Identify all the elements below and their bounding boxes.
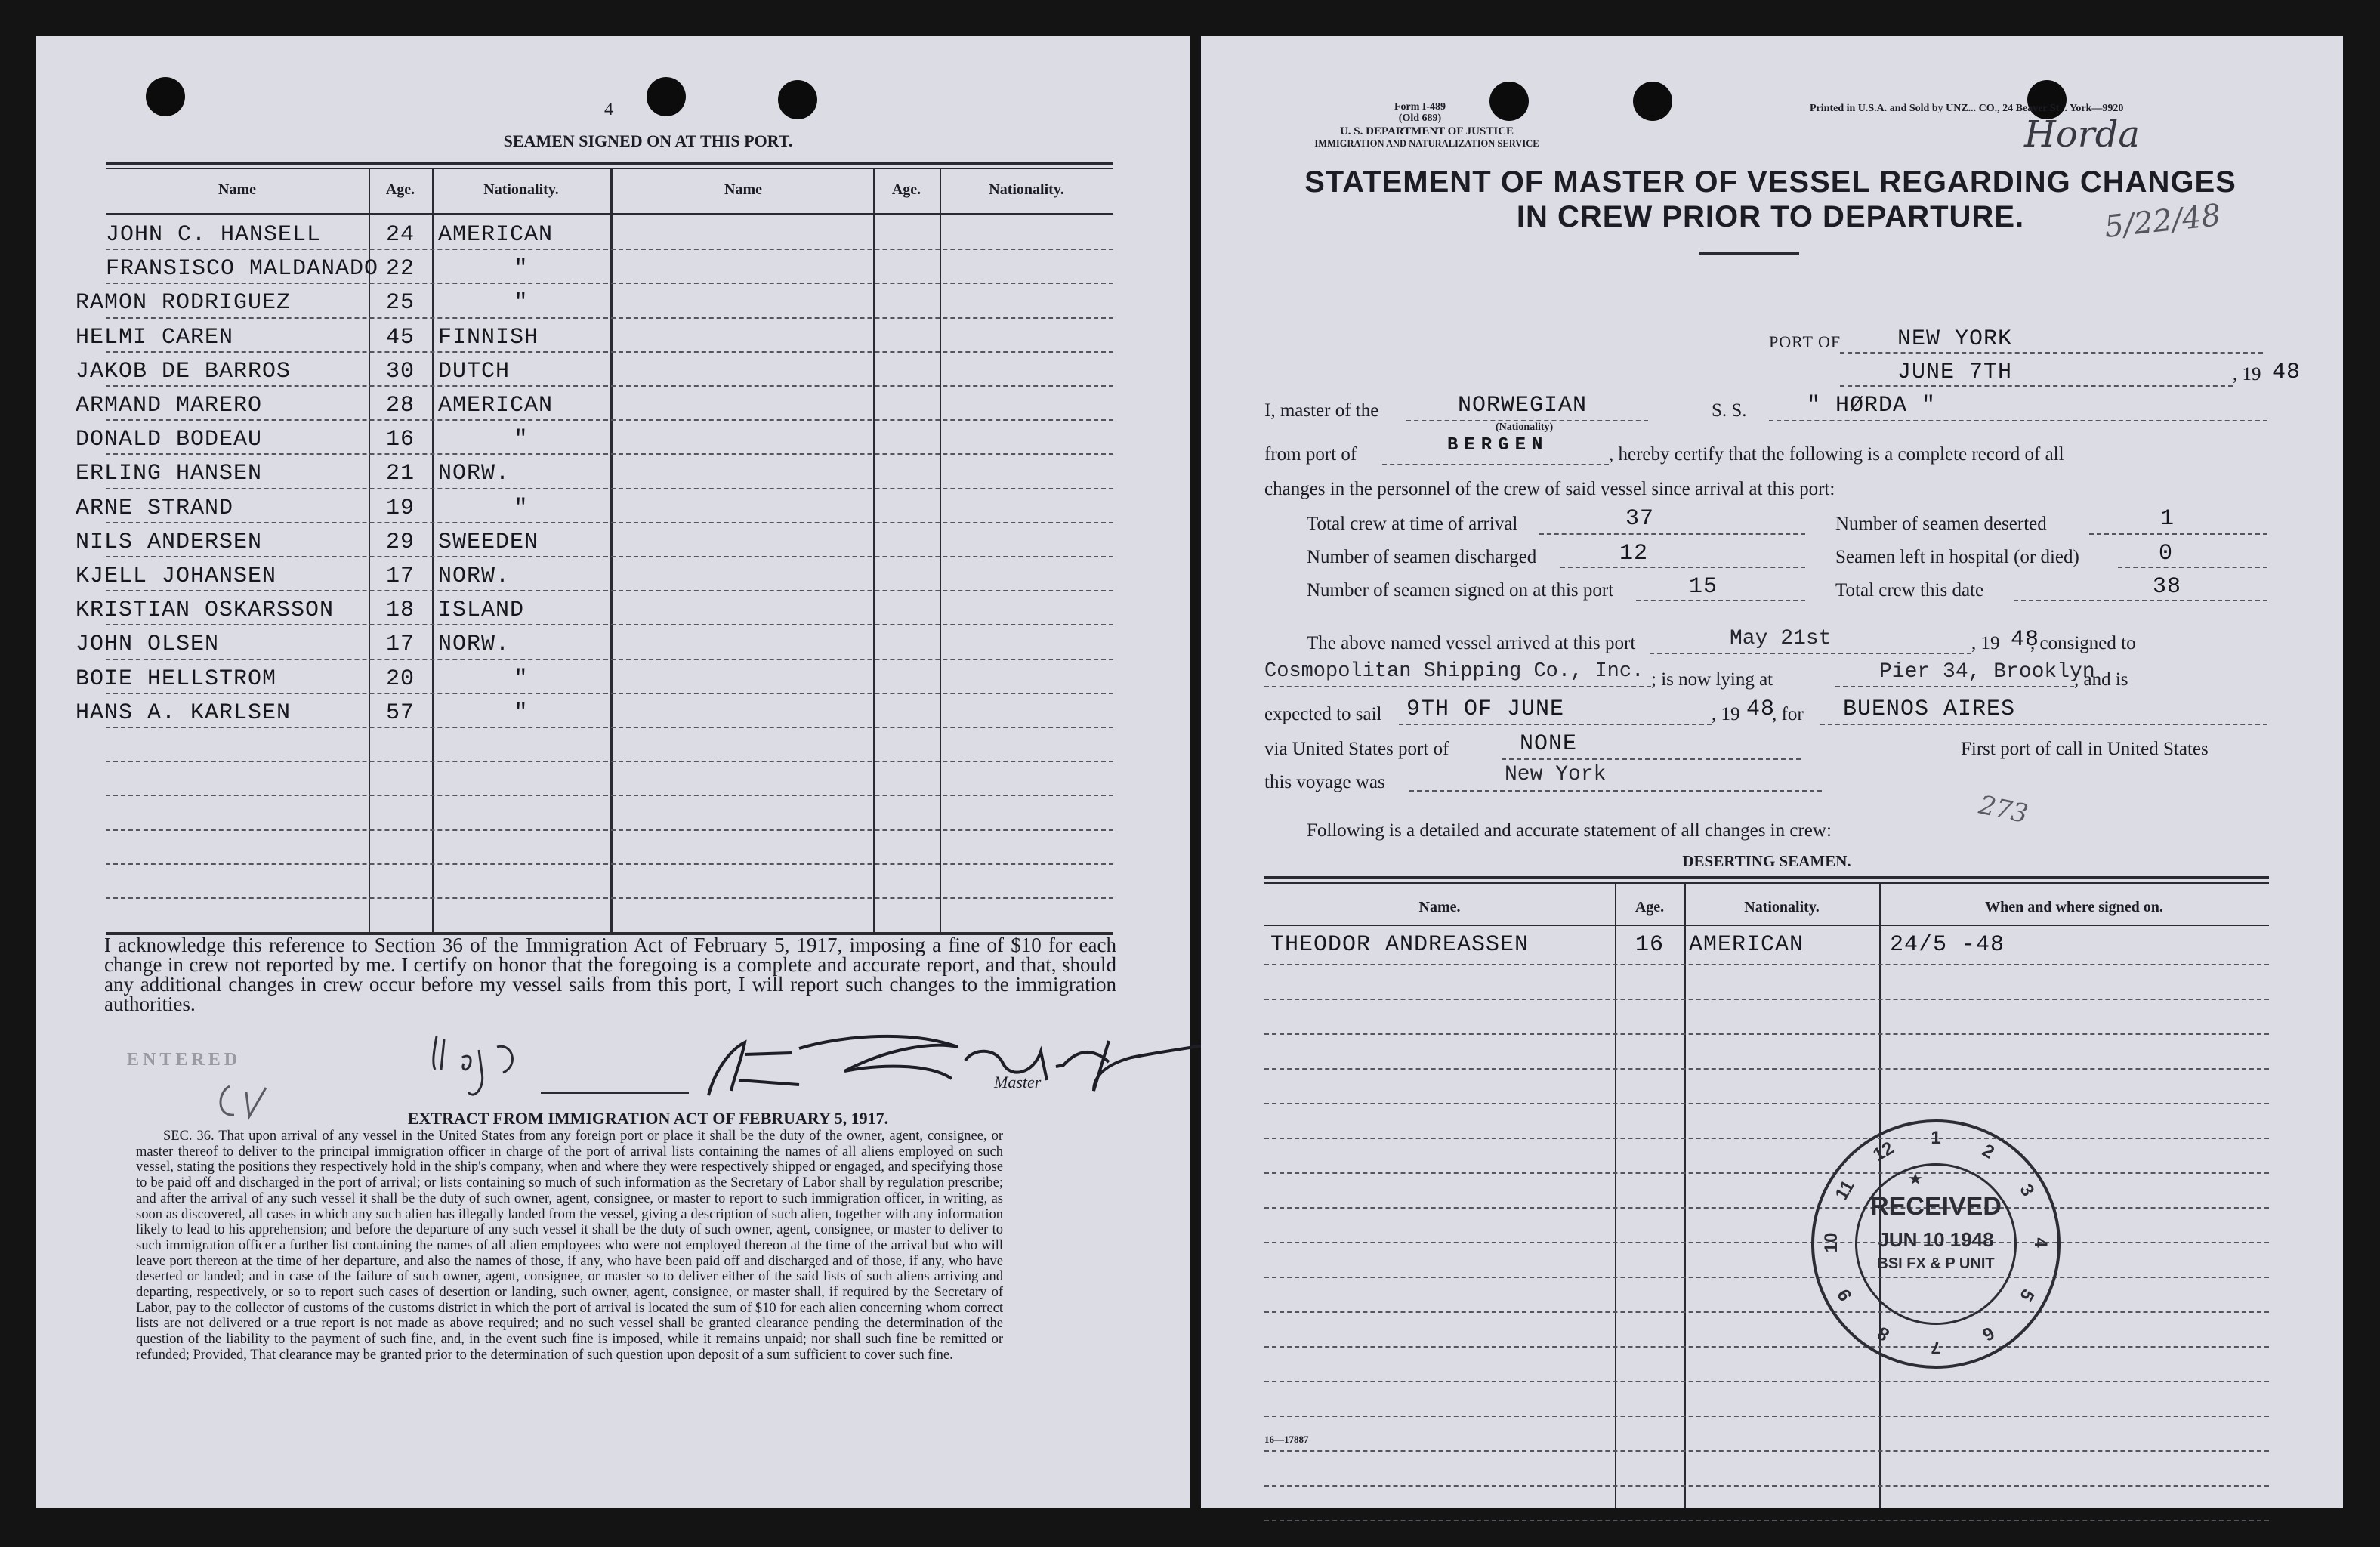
page-number: 4 [604,100,613,119]
seaman-name: HELMI CAREN [76,324,234,350]
deserted-value: 1 [2160,506,2175,532]
column-header-name: Name [218,181,256,198]
title-line-2: IN CREW PRIOR TO DEPARTURE. [1516,200,2025,233]
row-rule [1264,1207,2269,1209]
stamp-number: 3 [2014,1181,2038,1200]
arrived-year-value: 48 [2011,627,2040,653]
deserter-signed-on: 24/5 -48 [1890,932,2005,958]
discharged-label: Number of seamen discharged [1307,547,1537,567]
row-rule [1264,1346,2269,1348]
seaman-name: ARMAND MARERO [76,393,263,418]
punch-hole [1489,82,1529,121]
port-of-label: PORT OF [1769,332,1841,351]
punch-hole [146,77,185,116]
seaman-nationality: SWEEDEN [438,529,539,555]
year-prefix: , 19 [2233,364,2261,384]
from-port-value: BERGEN [1447,435,1549,455]
stamp-number: 8 [1874,1321,1894,1345]
following-text: Following is a detailed and accurate statement of all changes in crew: [1307,820,1832,841]
seaman-nationality: " [514,427,529,453]
row-rule [106,317,1113,319]
entered-stamp: ENTERED [127,1050,242,1070]
stamp-number: 9 [1834,1285,1857,1305]
master-signature [686,1021,1215,1112]
stamp-number: 7 [1931,1337,1941,1357]
section-36-text: SEC. 36. That upon arrival of any vessel in the United States from any foreign port or place it shall be the duty of the owner, agent, consignee, or master thereof to deliver to the principal immigration officer in charge of the port of arrival lists containing the names of all aliens employed on such vessel, stating the positions they respectively hold in the ship's company, when and where they were respectively shipped or engaged, and specifying those to be paid off and discharged in the port of arrival; or lists containing so much of such information as the Secretary of Labor shall by regulation prescribe; and after the arrival of any such vessel it shall be the duty of such owner, agent, consignee, or master to report to such immigration officer, in writing, as soon as discovered, all cases in which any such alien has illegally landed from the vessel, giving a description of such alien, together with any information likely to lead to his apprehension; and before the departure of any such vessel it shall be the duty of such owner, agent, consignee, or master to deliver to such immigration officer a further list containing the names of all alien employees who were not employed thereon at the time of the arrival but who will leave port thereon at the time of her departure, and also the names of those, if any, who have been paid off and discharged and of those, if any, who have deserted or landed; and in case of the failure of such owner, agent, consignee, or master so to deliver either of the said lists of such aliens arriving and departing, respectively, or so to report such cases of desertion or landing, such owner, agent, consignee, or master shall, if required by the Secretary of Labor, pay to the collector of customs of the customs district in which the port of arrival is located the sum of $10 for each alien concerning whom correct lists are not delivered or a true report is not made as above required; and no such vessel shall be granted clearance pending the determination of the question of the liability to the payment of such fine, and, in the event such fine is imposed, while it remains unpaid; nor shall such fine be remitted or refunded; Provided, That clearance may be granted prior to the determination of such question upon deposit of a sum sufficient to cover such fine. [136,1129,1003,1363]
row-rule [106,488,1113,489]
seaman-name: BOIE HELLSTROM [76,665,277,692]
total-crew-arrival-value: 37 [1625,506,1655,532]
seaman-nationality: NORW. [438,564,511,589]
seaman-nationality: " [514,495,529,521]
handwritten-date: 5/22/48 [2103,198,2223,245]
row-rule [106,419,1113,421]
stamp-number: 2 [1978,1141,1998,1164]
seaman-name: KRISTIAN OSKARSSON [76,597,335,624]
ship-name: " HØRDA " [1807,393,1937,418]
and-is-label: , and is [2074,669,2128,690]
seaman-nationality: NORW. [438,631,511,658]
seaman-nationality: DUTCH [438,358,511,384]
seaman-age: 20 [385,665,415,692]
stamp-received-label: RECEIVED [1870,1192,2002,1221]
stamp-number: 1 [1931,1128,1941,1148]
row-rule [106,351,1113,353]
seaman-name: KJELL JOHANSEN [76,564,277,589]
seaman-name: ARNE STRAND [76,495,234,521]
seaman-nationality: " [514,699,529,726]
row-rule [106,863,1113,865]
row-rule [1264,1450,2269,1452]
seaman-nationality: FINNISH [438,324,539,350]
initials-handwriting [406,1027,595,1118]
master-label: Master [994,1073,1042,1092]
stamp-number: 11 [1832,1177,1860,1204]
seaman-nationality: ISLAND [438,597,525,624]
voyage-value: New York [1505,763,1607,786]
acknowledgement-text: I acknowledge this reference to Section 36 of the Immigration Act of February 5, 1917, imposing a fine of $10 for each change in crew not reported by me. I certify on honor that the foregoing is a complete and accurate report, and that, should any additional changes in crew occur before my vessel sails from this port, I will report such changes to the immigration authorities. [104,934,1116,1015]
seaman-name: JOHN OLSEN [76,631,220,658]
row-rule [106,693,1113,694]
seaman-age: 25 [385,290,415,317]
seaman-age: 22 [385,256,415,283]
form-footer: 16—17887 [1264,1434,1309,1445]
column-header-name: Name [724,181,762,198]
discharged-value: 12 [1619,541,1649,567]
row-rule [1264,1068,2269,1070]
seaman-age: 17 [385,564,415,589]
form-title [1264,165,2277,234]
deserting-column-signed: When and where signed on. [1985,899,2163,916]
hospital-label: Seamen left in hospital (or died) [1835,547,2079,567]
seaman-name: JOHN C. HANSELL [106,222,322,248]
stamp-date: JUN 10 1948 [1878,1228,1994,1251]
row-rule [106,522,1113,523]
seaman-age: 57 [385,699,415,726]
sail-year-value: 48 [1746,696,1776,722]
punch-hole [778,80,817,119]
seaman-nationality: " [514,665,529,692]
row-rule [106,556,1113,557]
master-of-label: I, master of the [1264,400,1379,421]
consignee-value: Cosmopolitan Shipping Co., Inc. [1264,660,1644,683]
row-rule [106,283,1113,284]
column-header-nationality: Nationality. [989,181,1064,198]
seaman-age: 17 [385,631,415,658]
row-rule [106,624,1113,625]
handwritten-ship-name: Horda [2024,113,2141,156]
seaman-name: ERLING HANSEN [76,461,263,487]
row-rule [1264,1242,2269,1243]
stamp-number: 6 [1978,1321,1998,1345]
printer-note: Printed in U.S.A. and Sold by UNZ... CO., 24 Beaver St... York—9920 [1810,103,2124,114]
row-rule [1264,1485,2269,1487]
expected-label: expected to sail [1264,704,1382,724]
seaman-age: 24 [385,222,415,248]
arrived-year-prefix: , 19 [1971,633,2000,653]
hospital-value: 0 [2159,541,2174,567]
year-value: 48 [2272,360,2301,385]
first-port-label: First port of call in United States [1961,739,2209,759]
consigned-label: , consigned to [2030,633,2136,653]
punch-hole [1633,82,1672,121]
changes-text: changes in the personnel of the crew of said vessel since arrival at this port: [1264,479,1835,499]
seaman-name: RAMON RODRIGUEZ [76,290,292,317]
arrived-value: May 21st [1730,627,1832,650]
department-name: U. S. DEPARTMENT OF JUSTICE [1339,125,1514,137]
seaman-age: 21 [385,461,415,487]
punch-hole [647,77,686,116]
arrived-label: The above named vessel arrived at this port [1307,633,1636,653]
lying-label: ; is now lying at [1651,669,1773,690]
seaman-nationality: AMERICAN [438,393,554,418]
stamp-office: BSI FX & P UNIT [1877,1255,1995,1272]
signed-on-value: 15 [1689,574,1718,600]
clerk-initials [202,1070,316,1138]
voyage-label: this voyage was [1264,772,1385,792]
row-rule [1264,999,2269,1000]
handwritten-number: 273 [1976,789,2031,830]
deserted-label: Number of seamen deserted [1835,514,2047,534]
nationality-value: NORWEGIAN [1458,393,1588,418]
form-number: Form I-489 [1394,101,1446,113]
row-rule [106,897,1113,899]
seaman-age: 45 [385,324,415,350]
for-value: BUENOS AIRES [1843,696,2016,722]
row-rule [1264,964,2269,965]
deserting-column-nationality: Nationality. [1744,899,1820,916]
right-page [1201,36,2343,1508]
seaman-age: 30 [385,358,415,384]
certify-text: , hereby certify that the following is a complete record of all [1609,444,2064,465]
row-rule [106,453,1113,455]
stamp-number: 4 [2030,1237,2051,1248]
sail-year-prefix: , 19 [1712,704,1740,724]
expected-value: 9TH OF JUNE [1406,696,1565,722]
row-rule [106,249,1113,250]
seaman-nationality: " [514,290,529,317]
deserter-age: 16 [1635,932,1664,958]
department-header [1249,125,1604,150]
signed-on-label: Number of seamen signed on at this port [1307,580,1614,601]
deserting-column-age: Age. [1635,899,1665,916]
row-rule [106,590,1113,591]
ss-label: S. S. [1712,400,1747,421]
row-rule [106,659,1113,660]
stamp-star-icon: ★ [1908,1169,1923,1188]
deserter-name: THEODOR ANDREASSEN [1270,932,1530,958]
date-value: JUNE 7TH [1897,360,2013,385]
seaman-age: 19 [385,495,415,521]
seaman-name: DONALD BODEAU [76,427,263,453]
seaman-name: NILS ANDERSEN [76,529,263,555]
seaman-nationality: NORW. [438,461,511,487]
stamp-number: 5 [2014,1285,2038,1305]
seaman-name: FRANSISCO MALDANADO [106,256,379,283]
from-port-label: from port of [1264,444,1357,465]
column-header-age: Age. [385,181,415,198]
via-value: NONE [1520,731,1578,757]
port-of-value: NEW YORK [1897,326,2013,352]
lying-value: Pier 34, Brooklyn [1879,660,2095,684]
row-rule [1264,1416,2269,1417]
left-page [36,36,1190,1508]
stamp-number: 10 [1821,1232,1841,1253]
seaman-age: 16 [385,427,415,453]
total-crew-arrival-label: Total crew at time of arrival [1307,514,1518,534]
row-rule [1264,1033,2269,1035]
for-label: , for [1772,704,1804,724]
row-rule [106,727,1113,728]
row-rule [1264,1311,2269,1313]
seaman-name: JAKOB DE BARROS [76,358,292,384]
row-rule [1264,1277,2269,1278]
form-old-number: (Old 689) [1398,113,1442,124]
stamp-number: 12 [1869,1138,1898,1166]
deserter-nationality: AMERICAN [1689,932,1804,958]
row-rule [1264,1172,2269,1174]
row-rule [1264,1381,2269,1382]
extract-title: EXTRACT FROM IMMIGRATION ACT OF FEBRUARY 5, 1917. [407,1109,889,1128]
row-rule [106,761,1113,762]
total-crew-date-value: 38 [2153,574,2182,600]
seaman-name: HANS A. KARLSEN [76,699,292,726]
row-rule [106,829,1113,831]
row-rule [106,385,1113,387]
via-label: via United States port of [1264,739,1449,759]
total-crew-date-label: Total crew this date [1835,580,1984,601]
section-title: SEAMEN SIGNED ON AT THIS PORT. [503,131,793,150]
title-line-1: STATEMENT OF MASTER OF VESSEL REGARDING CHANGES [1304,165,2236,199]
form-id [1367,101,1473,124]
nationality-caption: (Nationality) [1496,421,1554,433]
seaman-age: 29 [385,529,415,555]
seaman-age: 28 [385,393,415,418]
row-rule [1264,1103,2269,1104]
service-name: IMMIGRATION AND NATURALIZATION SERVICE [1314,138,1539,149]
row-rule [1264,1138,2269,1139]
seaman-nationality: AMERICAN [438,222,554,248]
seaman-age: 18 [385,597,415,624]
deserting-column-name: Name. [1418,899,1461,916]
seaman-nationality: " [514,256,529,283]
deserting-title: DESERTING SEAMEN. [1682,852,1851,870]
column-header-age: Age. [891,181,921,198]
column-header-nationality: Nationality. [483,181,559,198]
row-rule [1264,1520,2269,1521]
row-rule [106,795,1113,796]
